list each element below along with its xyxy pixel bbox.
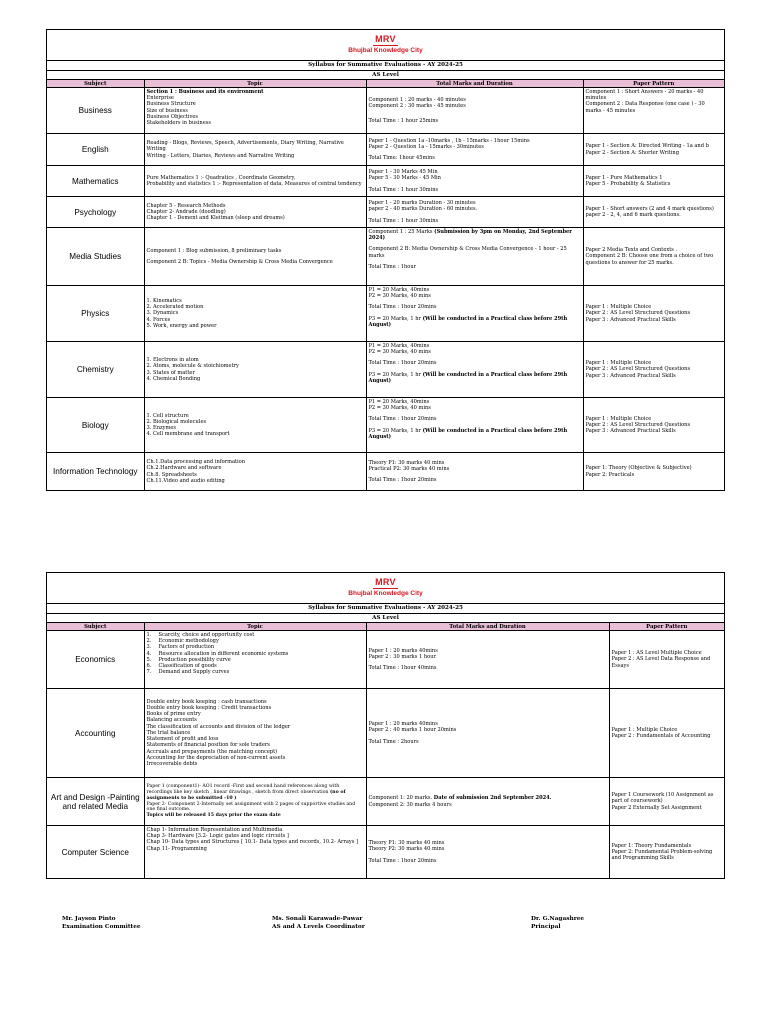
topic-list-number: 7. xyxy=(146,669,152,676)
marks-cell: Paper 1 : 20 marks 40mins Paper 2 : 40 marks 1 hour 20mins Total Time : 2hours xyxy=(366,689,609,778)
syllabus-table xyxy=(47,80,724,491)
topic-cell: Double entry book keeping : cash transactions Double entry book keeping : Credit transactions Books of prime entry Balancing accounts The classification of accounts and division of the ledger The trial balance Statement of profit and loss Statements of financial position for sole traders Accruals and prepayments (the matching concept) Accounting for the depreciation of non-current assets Irrecoverable debts xyxy=(144,689,366,778)
topic-list-text: Economic methodology xyxy=(158,638,219,645)
table-row xyxy=(47,197,724,228)
subject-cell: Accounting xyxy=(47,689,144,778)
topic-list-text: Scarcity, choice and opportunity cost xyxy=(158,632,255,638)
topic-list-number: 6. xyxy=(146,663,152,670)
marks-cell: Component 1: 20 marks. Date of submission 2nd September 2024. Component 2: 30 marks 4 hours xyxy=(366,778,609,826)
header-pattern: Paper Pattern xyxy=(583,80,724,88)
table-row xyxy=(47,88,724,134)
subject-cell: English xyxy=(47,134,144,166)
marks-cell: P1 = 20 Marks, 40mins P2 = 30 Marks, 40 mins Total Time : 1hour 20mins P3 = 20 Marks, 1 hr (Will be conducted in a Practical class before 29th August) xyxy=(366,286,583,342)
school-logo xyxy=(47,30,724,61)
subject-cell: Art and Design -Painting and related Media xyxy=(47,778,144,826)
table-row xyxy=(47,398,724,453)
table-row xyxy=(47,342,724,398)
header-topic: Topic xyxy=(144,623,366,631)
pattern-cell: Paper 1: Theory Fundamentals Paper 2: Fundamental Problem-solving and Programming Skills xyxy=(609,826,724,879)
signature-exam-committee xyxy=(62,915,141,931)
topic-list-text: Production possibility curve xyxy=(158,656,231,663)
signatory-role: Examination Committee xyxy=(62,924,141,930)
marks-cell: Paper 1 : 20 marks 40mins Paper 2 : 30 marks 1 hour Total Time : 1hour 40mins xyxy=(366,631,609,689)
topic-list-text: Factors of production xyxy=(158,644,215,651)
signature-coordinator xyxy=(272,915,365,931)
school-logo xyxy=(47,573,724,604)
marks-cell: P1 = 20 Marks, 40mins P2 = 30 Marks, 40 mins Total Time : 1hour 20mins P3 = 20 Marks, 1 hr (Will be conducted in a Practical class before 29th August) xyxy=(366,398,583,453)
header-pattern: Paper Pattern xyxy=(609,623,724,631)
table-row xyxy=(47,453,724,491)
topic-list-text: Resource allocation in different economic systems xyxy=(158,650,289,657)
header-topic: Topic xyxy=(144,80,366,88)
table-row xyxy=(47,166,724,197)
topic-cell: Reading - Blogs, Reviews, Speech, Advertisements, Diary Writing, Narrative Writing Writing - Letters, Diaries, Reviews and Narrative Writing xyxy=(144,134,366,166)
syllabus-table xyxy=(47,623,724,879)
pattern-cell: Paper 2 Media Texts and Contexts . Component 2 B: Choose one from a choice of two questions to answer for 25 marks. xyxy=(583,228,724,286)
pattern-cell: Paper 1 : AS Level Multiple Choice Paper 2 : AS Level Data Response and Essays xyxy=(609,631,724,689)
subject-cell: Computer Science xyxy=(47,826,144,879)
topic-cell xyxy=(144,631,366,689)
pattern-cell: Paper 1 - Short answers (2 and 4 mark questions) paper 2 - 2, 4, and 6 mark questions. xyxy=(583,197,724,228)
subject-cell: Psychology xyxy=(47,197,144,228)
header-subject: Subject xyxy=(47,623,144,631)
table-row xyxy=(47,689,724,778)
sheet-title: Syllabus for Summative Evaluations - AY 2024-25 xyxy=(47,604,724,614)
sheet-title: Syllabus for Summative Evaluations - AY 2024-25 xyxy=(47,61,724,71)
logo-school-name: Bhujbal Knowledge City xyxy=(348,590,423,597)
signature-principal xyxy=(531,915,584,931)
marks-cell: Paper 1 - Question 1a -10marks , 1b - 15marks - 1hour 15mins Paper 2 - Question 1a - 15marks - 30minutes Total Time: 1hour 45mins xyxy=(366,134,583,166)
marks-cell: Component 1 : 25 Marks (Submission by 3pm on Monday, 2nd September 2024) Component 2 B: Media Ownership & Cross Media Convergence - 1 hour - 25 marks Total Time : 1hour xyxy=(366,228,583,286)
topic-list-item xyxy=(147,669,364,675)
topic-list-number: 4. xyxy=(146,650,152,657)
header-marks: Total Marks and Duration xyxy=(366,623,609,631)
marks-cell: P1 = 20 Marks, 40mins P2 = 30 Marks, 40 mins Total Time : 1hour 20mins P3 = 20 Marks, 1 hr (Will be conducted in a Practical class before 29th August) xyxy=(366,342,583,398)
topic-list-text: Classification of goods xyxy=(158,663,217,670)
subject-cell: Media Studies xyxy=(47,228,144,286)
pattern-cell: Paper 1 : Multiple Choice Paper 2 : AS Level Structured Questions Paper 3 : Advanced Practical Skills xyxy=(583,286,724,342)
signature-block xyxy=(0,915,768,939)
header-subject: Subject xyxy=(47,80,144,88)
marks-cell: Paper 1 - 20 marks Duration - 30 minutes paper 2 - 40 marks Duration - 60 minutes. Total Time : 1 hour 30mins xyxy=(366,197,583,228)
logo-mark: MRV xyxy=(375,34,396,44)
topic-cell: 1. Cell structure 2. Biological molecules 3. Enzymes 4. Cell membrane and transport xyxy=(144,398,366,453)
sheet-level: AS Level xyxy=(47,614,724,623)
header-marks: Total Marks and Duration xyxy=(366,80,583,88)
table-row xyxy=(47,631,724,689)
topic-list-text: Demand and Supply curves xyxy=(158,669,230,676)
table-row xyxy=(47,134,724,166)
subject-cell: Physics xyxy=(47,286,144,342)
table-row xyxy=(47,286,724,342)
topic-cell: 1. Kinematics 2. Accelerated motion 3. Dynamics 4. Forces 5. Work, energy and power xyxy=(144,286,366,342)
signatory-name: Mr. Jayson Pinto xyxy=(62,916,116,922)
topic-cell: Component 1 : Blog submission, 8 preliminary tasks Component 2 B: Topics - Media Ownership & Cross Media Convergence xyxy=(144,228,366,286)
signatory-name: Dr. G.Nagashree xyxy=(531,916,585,922)
pattern-cell: Paper 1 : Multiple Choice Paper 2 : Fundamentals of Accounting xyxy=(609,689,724,778)
signatory-role: Principal xyxy=(531,924,561,930)
topic-cell: 1. Electrons in atom 2. Atoms, molecule & stoichiometry 3. States of matter 4. Chemical Bonding xyxy=(144,342,366,398)
logo-school-name: Bhujbal Knowledge City xyxy=(348,47,423,54)
subject-cell: Biology xyxy=(47,398,144,453)
signatory-name: Ms. Sonali Karawade-Pawar xyxy=(272,916,363,922)
pattern-cell: Paper 1 : Multiple Choice Paper 2 : AS Level Structured Questions Paper 3 : Advanced Practical Skills xyxy=(583,342,724,398)
marks-cell: Paper 1 - 30 Marks 45 Min Paper 5 - 30 Marks - 45 Min Total Time : 1 hour 30mins xyxy=(366,166,583,197)
topic-cell: Ch.1.Data processing and information Ch.2.Hardware and software Ch.8. Spreadsheets Ch.11.Video and audio editing xyxy=(144,453,366,491)
marks-cell: Theory P1: 30 marks 40 mins Practical P2: 30 marks 40 mins Total Time : 1hour 20mins xyxy=(366,453,583,491)
subject-cell: Chemistry xyxy=(47,342,144,398)
pattern-cell: Paper 1: Theory (Objective & Subjective) Paper 2: Practicals xyxy=(583,453,724,491)
topic-cell: Chapter 5 - Research Methods Chapter 2- Andrade (doodling) Chapter 1 - Dement and Kleitman (sleep and dreams) xyxy=(144,197,366,228)
subject-cell: Information Technology xyxy=(47,453,144,491)
topic-cell: Section 1 : Business and its environment Enterprise Business Structure Size of business Business Objectives Stakeholders in business xyxy=(144,88,366,134)
topic-cell: Pure Mathematics 1 :- Quadratics , Coordinate Geometry, Probability and statistics 1 :- Representation of data, Measures of central tendency xyxy=(144,166,366,197)
pattern-cell: Paper 1 - Section A: Directed Writing - 1a and b Paper 2 - Section A: Shorter Writing xyxy=(583,134,724,166)
pattern-cell: Paper 1 : Multiple Choice Paper 2 : AS Level Structured Questions Paper 3 : Advanced Practical Skills xyxy=(583,398,724,453)
topic-cell: Paper 1 (component1)- AO1 record -First and second hand references along with recordings like key sketch , linear drawings , sketch from direct observation (no of assignments to be submitted -10 ) Paper 2- Component 2-Internally set assignment with 2 pages of supportive studies and one final outcome. Topics will be released 15 days prior the exam date xyxy=(144,778,366,826)
subject-cell: Business xyxy=(47,88,144,134)
signatory-role: AS and A Levels Coordinator xyxy=(272,924,365,930)
marks-cell: Theory P1: 30 marks 40 mins Theory P2: 30 marks 40 mins Total Time : 1hour 20mins xyxy=(366,826,609,879)
topic-list-number: 1. xyxy=(146,632,152,638)
logo-mark: MRV xyxy=(375,577,396,587)
table-row xyxy=(47,778,724,826)
topic-list-number: 3. xyxy=(146,644,152,651)
syllabus-sheet-2 xyxy=(46,572,725,879)
topic-list-number: 5. xyxy=(146,656,152,663)
marks-cell: Component 1 : 20 marks - 40 minutes Component 2 : 30 marks - 45 minutes Total Time : 1 hour 25mins xyxy=(366,88,583,134)
table-row xyxy=(47,826,724,879)
sheet-level: AS Level xyxy=(47,71,724,80)
topic-cell: Chap 1- Information Representation and Multimedia Chap 3- Hardware [3.2- Logic gates and logic circuits ] Chap 10- Data types and Structures [ 10.1- Data types and records, 10.2- Arrays ] Chap 11- Programming xyxy=(144,826,366,879)
topic-list-number: 2. xyxy=(146,638,152,645)
subject-cell: Mathematics xyxy=(47,166,144,197)
pattern-cell: Component 1 : Short Answers - 20 marks - 40 minutes Component 2 : Data Response (one case ) - 30 marks - 45 minutes xyxy=(583,88,724,134)
pattern-cell: Paper 1 - Pure Mathematics 1 Paper 5 - Probability & Statistics xyxy=(583,166,724,197)
pattern-cell: Paper 1 Coursework (10 Assignment as part of coursework) Paper 2 Externally Set Assignment xyxy=(609,778,724,826)
syllabus-sheet-1 xyxy=(46,29,725,491)
table-row xyxy=(47,228,724,286)
subject-cell: Economics xyxy=(47,631,144,689)
